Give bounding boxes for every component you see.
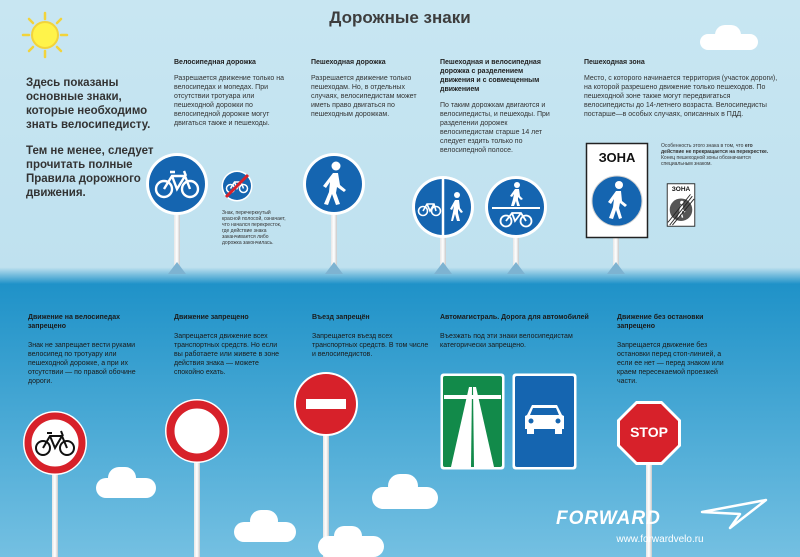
zone-end-sign-label: ЗОНА bbox=[671, 186, 691, 193]
sign-pole bbox=[174, 210, 180, 270]
cloud bbox=[715, 25, 741, 45]
grass bbox=[168, 262, 186, 274]
no-entry-sign bbox=[293, 371, 359, 437]
section-text: Место, с которого начинается территория (участок дороги), на которой разрешено движение только пешеходов. По пешеходной зоне также могут передвигаться велосипедисты до 14-летнего возраста. Велосипедисты постарше—в особых случаях, описанных в ПДД. bbox=[584, 75, 778, 118]
note-text: Особенность этого знака в том, что bbox=[661, 143, 745, 149]
intro-text bbox=[26, 76, 161, 212]
section-text: Запрещается движение без остановки перед стоп-линией, а если ее нет — перед знаком или краем пересекаемой проезжей части. bbox=[617, 342, 724, 385]
section-title: Велосипедная дорожка bbox=[174, 59, 256, 66]
note-bold-text: его действие не прекращается на перекрестке. bbox=[661, 143, 769, 155]
brand-logo: FORWARD bbox=[556, 508, 661, 529]
section-title: Движение на велосипедах запрещено bbox=[28, 314, 120, 330]
cloud bbox=[250, 510, 278, 532]
section-title: Автомагистраль. Дорога для автомобилей bbox=[440, 314, 589, 321]
stop-sign-label: STOP bbox=[630, 424, 668, 440]
section-title: Въезд запрещён bbox=[312, 314, 370, 321]
section-title: Пешеходная и велосипедная дорожка с разделением движения и с совмещенным движением bbox=[440, 59, 541, 93]
grass bbox=[607, 262, 625, 274]
no-bicycles-sign bbox=[22, 410, 88, 476]
section-text: Запрещается движение всех транспортных средств. Но если вы работаете или живете в зоне действия знака — можете спокойно ехать. bbox=[174, 333, 280, 376]
intro-paragraph: Тем не менее, следует прочитать полные Правила дорожного движения. bbox=[26, 145, 154, 199]
section-stop bbox=[617, 313, 727, 386]
bike-path-sign bbox=[145, 152, 209, 216]
section-no-entry bbox=[312, 313, 430, 359]
section-text: Въезжать под эти знаки велосипедистам категорически запрещено. bbox=[440, 333, 573, 349]
section-title: Пешеходная дорожка bbox=[311, 59, 386, 66]
pedestrian-path-sign bbox=[302, 152, 366, 216]
sign-note: Знак, перечеркнутый красной полосой, означает, что начался перекресток, где действие знака заканчивается либо дорожка закончилась. bbox=[222, 210, 286, 246]
sign-pole bbox=[52, 472, 58, 557]
brand-swoosh-icon bbox=[700, 498, 770, 530]
section-no-bicycles bbox=[28, 313, 138, 386]
section-no-vehicles bbox=[174, 313, 282, 377]
bike-path-end-sign bbox=[221, 170, 253, 202]
section-shared-path bbox=[440, 58, 556, 155]
section-title: Пешеходная зона bbox=[584, 59, 645, 66]
cloud bbox=[334, 526, 362, 546]
section-text: Знак не запрещает вести руками велосипед по тротуару или пешеходной дорожке, а при их отсутствии — по правой обочине дороги. bbox=[28, 342, 136, 385]
cloud bbox=[108, 467, 136, 489]
sign-pole bbox=[194, 460, 200, 557]
section-text: Запрещается въезд всех транспортных средств. В том числе и велосипедистов. bbox=[312, 333, 429, 358]
grass bbox=[434, 262, 452, 274]
sign-pole bbox=[331, 210, 337, 270]
section-motorway bbox=[440, 313, 600, 350]
no-vehicles-sign bbox=[164, 398, 230, 464]
page-title: Дорожные знаки bbox=[329, 8, 471, 27]
shared-path-sign bbox=[484, 175, 548, 239]
motorway-sign bbox=[440, 373, 505, 470]
sign-note bbox=[661, 143, 777, 167]
note-text: Конец пешеходной зоны обозначается специальным знаком. bbox=[661, 155, 751, 167]
grass bbox=[507, 262, 525, 274]
section-text: По таким дорожкам двигаются и велосипедисты, и пешеходы. При разделении дорожек велосипедистам старше 14 лет следует ездить только по велосипедной полосе. bbox=[440, 102, 550, 154]
section-pedestrian-path bbox=[311, 58, 417, 119]
grass bbox=[325, 262, 343, 274]
section-bike-path bbox=[174, 58, 292, 128]
section-title: Движение без остановки запрещено bbox=[617, 314, 704, 330]
website-link[interactable]: www.forwardvelo.ru bbox=[616, 534, 704, 545]
car-road-sign bbox=[512, 373, 577, 470]
section-text: Разрешается движение только пешеходам. Но, в отдельных случаях, велосипедистам может иметь право двигаться по пешеходным дорожкам. bbox=[311, 75, 417, 118]
zone-sign-label: ЗОНА bbox=[598, 150, 636, 165]
intro-paragraph: Здесь показаны основные знаки, которые необходимо знать велосипедисту. bbox=[26, 77, 151, 131]
segregated-path-sign bbox=[411, 175, 475, 239]
section-text: Разрешается движение только на велосипедах и мопедах. При отсутствии тротуара или пешеходной дорожки по велосипедной дорожке могут двигаться также и пешеходы. bbox=[174, 75, 285, 127]
section-pedestrian-zone bbox=[584, 58, 780, 119]
cloud bbox=[388, 474, 418, 498]
section-title: Движение запрещено bbox=[174, 314, 249, 321]
